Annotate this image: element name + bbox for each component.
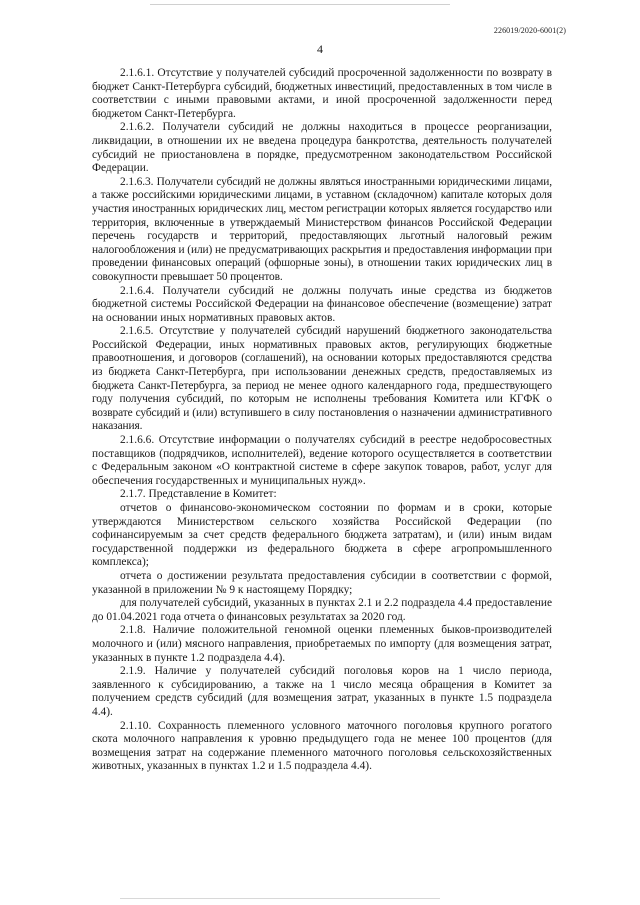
- paragraph-2-1-7-reports-result: отчета о достижении результата предоставления субсидии в соответствии с формой, указанной в приложении № 9 к настоящему Порядку;: [92, 569, 552, 596]
- bottom-scan-rule: [120, 898, 440, 899]
- document-id: 226019/2020-6001(2): [493, 26, 566, 35]
- page-number: 4: [317, 42, 323, 56]
- paragraph-2-1-6-1: 2.1.6.1. Отсутствие у получателей субсидий просроченной задолженности по возврату в бюджет Санкт-Петербурга субсидий, бюджетных инвестиций, предоставленных в том числе в соответствии с иными правовыми актами, и иной просроченной задолженности перед бюджетом Санкт-Петербурга.: [92, 67, 552, 120]
- paragraph-2-1-7-reports-financial: отчетов о финансово-экономическом состоянии по формам и в сроки, которые утверждаются Министерством сельского хозяйства Российской Федерации (по софинансируемым за счет средств федерального бюджета затратам), и (или) иным видам государственной поддержки из федерального бюджета в сфере агропромышленного комплекса);: [92, 502, 552, 569]
- paragraph-2-1-6-4: 2.1.6.4. Получатели субсидий не должны получать иные средства из бюджетов бюджетной системы Российской Федерации на финансовое обеспечение (возмещение) затрат на основании иных нормативных правовых актов.: [92, 284, 552, 324]
- top-scan-rule: [150, 4, 450, 5]
- paragraph-2-1-6-5: 2.1.6.5. Отсутствие у получателей субсидий нарушений бюджетного законодательства Российской Федерации, иных нормативных правовых актов, регулирующих бюджетные правоотношения, и договоров (соглашений), на основании которых предоставляются средства из бюджета Санкт-Петербурга, при использовании денежных средств, предоставляемых из бюджета Санкт-Петербурга, за период не менее одного календарного года, предшествующего году получения субсидий, по которым не исполнены требования Комитета или КГФК о возврате субсидий и (или) вступившего в силу постановления о назначении административного наказания.: [92, 325, 552, 433]
- paragraph-2-1-6-2: 2.1.6.2. Получатели субсидий не должны находиться в процессе реорганизации, ликвидации, в отношении их не введена процедура банкротства, деятельность получателей субсидий не приостановлена в порядке, предусмотренном законодательством Российской Федерации.: [92, 121, 552, 175]
- paragraph-2-1-9: 2.1.9. Наличие у получателей субсидий поголовья коров на 1 число периода, заявленного к субсидированию, а также на 1 число месяца обращения в Комитет за получением средств субсидий (для возмещения затрат, указанных в пункте 1.5 подраздела 4.4).: [92, 665, 552, 718]
- document-body: [92, 67, 552, 774]
- paragraph-2-1-7-reports-2020: для получателей субсидий, указанных в пунктах 2.1 и 2.2 подраздела 4.4 предоставление до 01.04.2021 года отчета о финансовых результатах за 2020 год.: [92, 597, 552, 623]
- paragraph-2-1-6-3: 2.1.6.3. Получатели субсидий не должны являться иностранными юридическими лицами, а также российскими юридическими лицами, в уставном (складочном) капитале которых доля участия иностранных юридических лиц, местом регистрации которых является государство или территория, включенные в утверждаемый Министерством финансов Российской Федерации перечень государств и территорий, предоставляющих льготный налоговый режим налогообложения и (или) не предусматривающих раскрытия и предоставления информации при проведении финансовых операций (офшорные зоны), в отношении таких юридических лиц в совокупности превышает 50 процентов.: [92, 175, 552, 283]
- paragraph-2-1-10: 2.1.10. Сохранность племенного условного маточного поголовья крупного рогатого скота молочного направления к уровню предыдущего года не менее 100 процентов (для возмещения затрат на содержание племенного маточного поголовья сельскохозяйственных животных, указанных в пунктах 1.2 и 1.5 подраздела 4.4).: [92, 719, 552, 773]
- paragraph-2-1-7: 2.1.7. Представление в Комитет:: [120, 488, 277, 501]
- paragraph-2-1-8: 2.1.8. Наличие положительной геномной оценки племенных быков-производителей молочного и (или) мясного направления, приобретаемых по импорту (для возмещения затрат, указанных в пункте 1.2 подраздела 4.4).: [92, 624, 552, 664]
- paragraph-2-1-6-6: 2.1.6.6. Отсутствие информации о получателях субсидий в реестре недобросовестных поставщиков (подрядчиков, исполнителей), ведение которого осуществляется в соответствии с Федеральным законом «О контрактной системе в сфере закупок товаров, работ, услуг для обеспечения государственных и муниципальных нужд».: [92, 434, 552, 487]
